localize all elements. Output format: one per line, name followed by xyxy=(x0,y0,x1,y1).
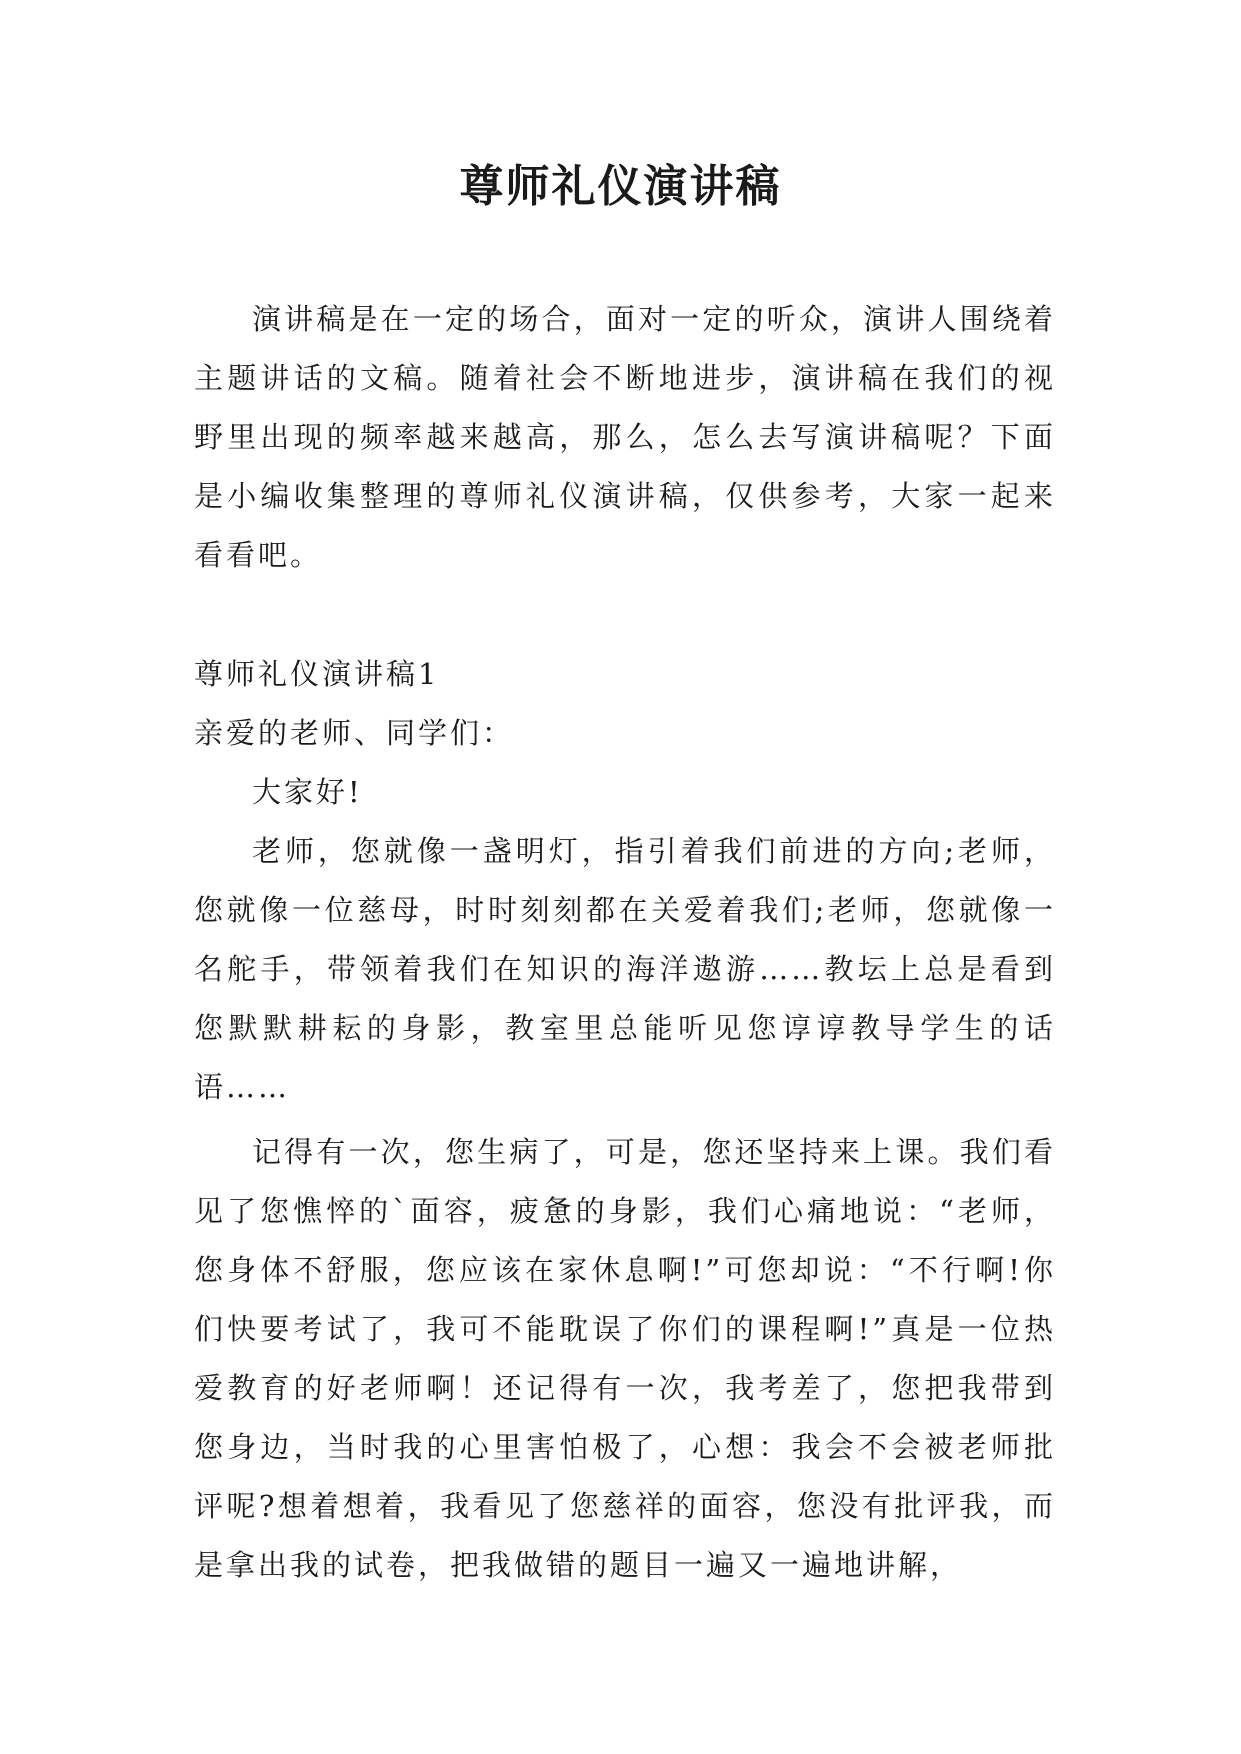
document-title: 尊师礼仪演讲稿 xyxy=(459,161,782,212)
document-body xyxy=(194,290,1056,1595)
greeting: 大家好! xyxy=(252,775,363,809)
salutation: 亲爱的老师、同学们： xyxy=(194,716,515,750)
body-paragraph: 记得有一次，您生病了，可是，您还坚持来上课。我们看见了您憔悴的`面容，疲惫的身影，我们心痛地说：“老师，您身体不舒服，您应该在家休息啊!”可您却说：“不行啊!你们快要考试了，我可不能耽误了你们的课程啊!”真是一位热爱教育的好老师啊！还记得有一次，我考差了，您把我带到您身边，当时我的心里害怕极了，心想：我会不会被老师批评呢?想着想着，我看见了您慈祥的面容，您没有批评我，而是拿出我的试卷，把我做错的题目一遍又一遍地讲解， xyxy=(194,1135,1056,1582)
intro-paragraph: 演讲稿是在一定的场合，面对一定的听众，演讲人围绕着主题讲话的文稿。随着社会不断地进步，演讲稿在我们的视野里出现的频率越来越高，那么，怎么去写演讲稿呢？下面是小编收集整理的尊师礼仪演讲稿，仅供参考，大家一起来看看吧。 xyxy=(194,302,1056,572)
body-paragraph: 老师，您就像一盏明灯，指引着我们前进的方向;老师，您就像一位慈母，时时刻刻都在关爱着我们;老师，您就像一名舵手，带领着我们在知识的海洋遨游……教坛上总是看到您默默耕耘的身影，教室里总能听见您谆谆教导学生的话语…… xyxy=(194,834,1056,1104)
section-heading: 尊师礼仪演讲稿1 xyxy=(194,657,440,691)
